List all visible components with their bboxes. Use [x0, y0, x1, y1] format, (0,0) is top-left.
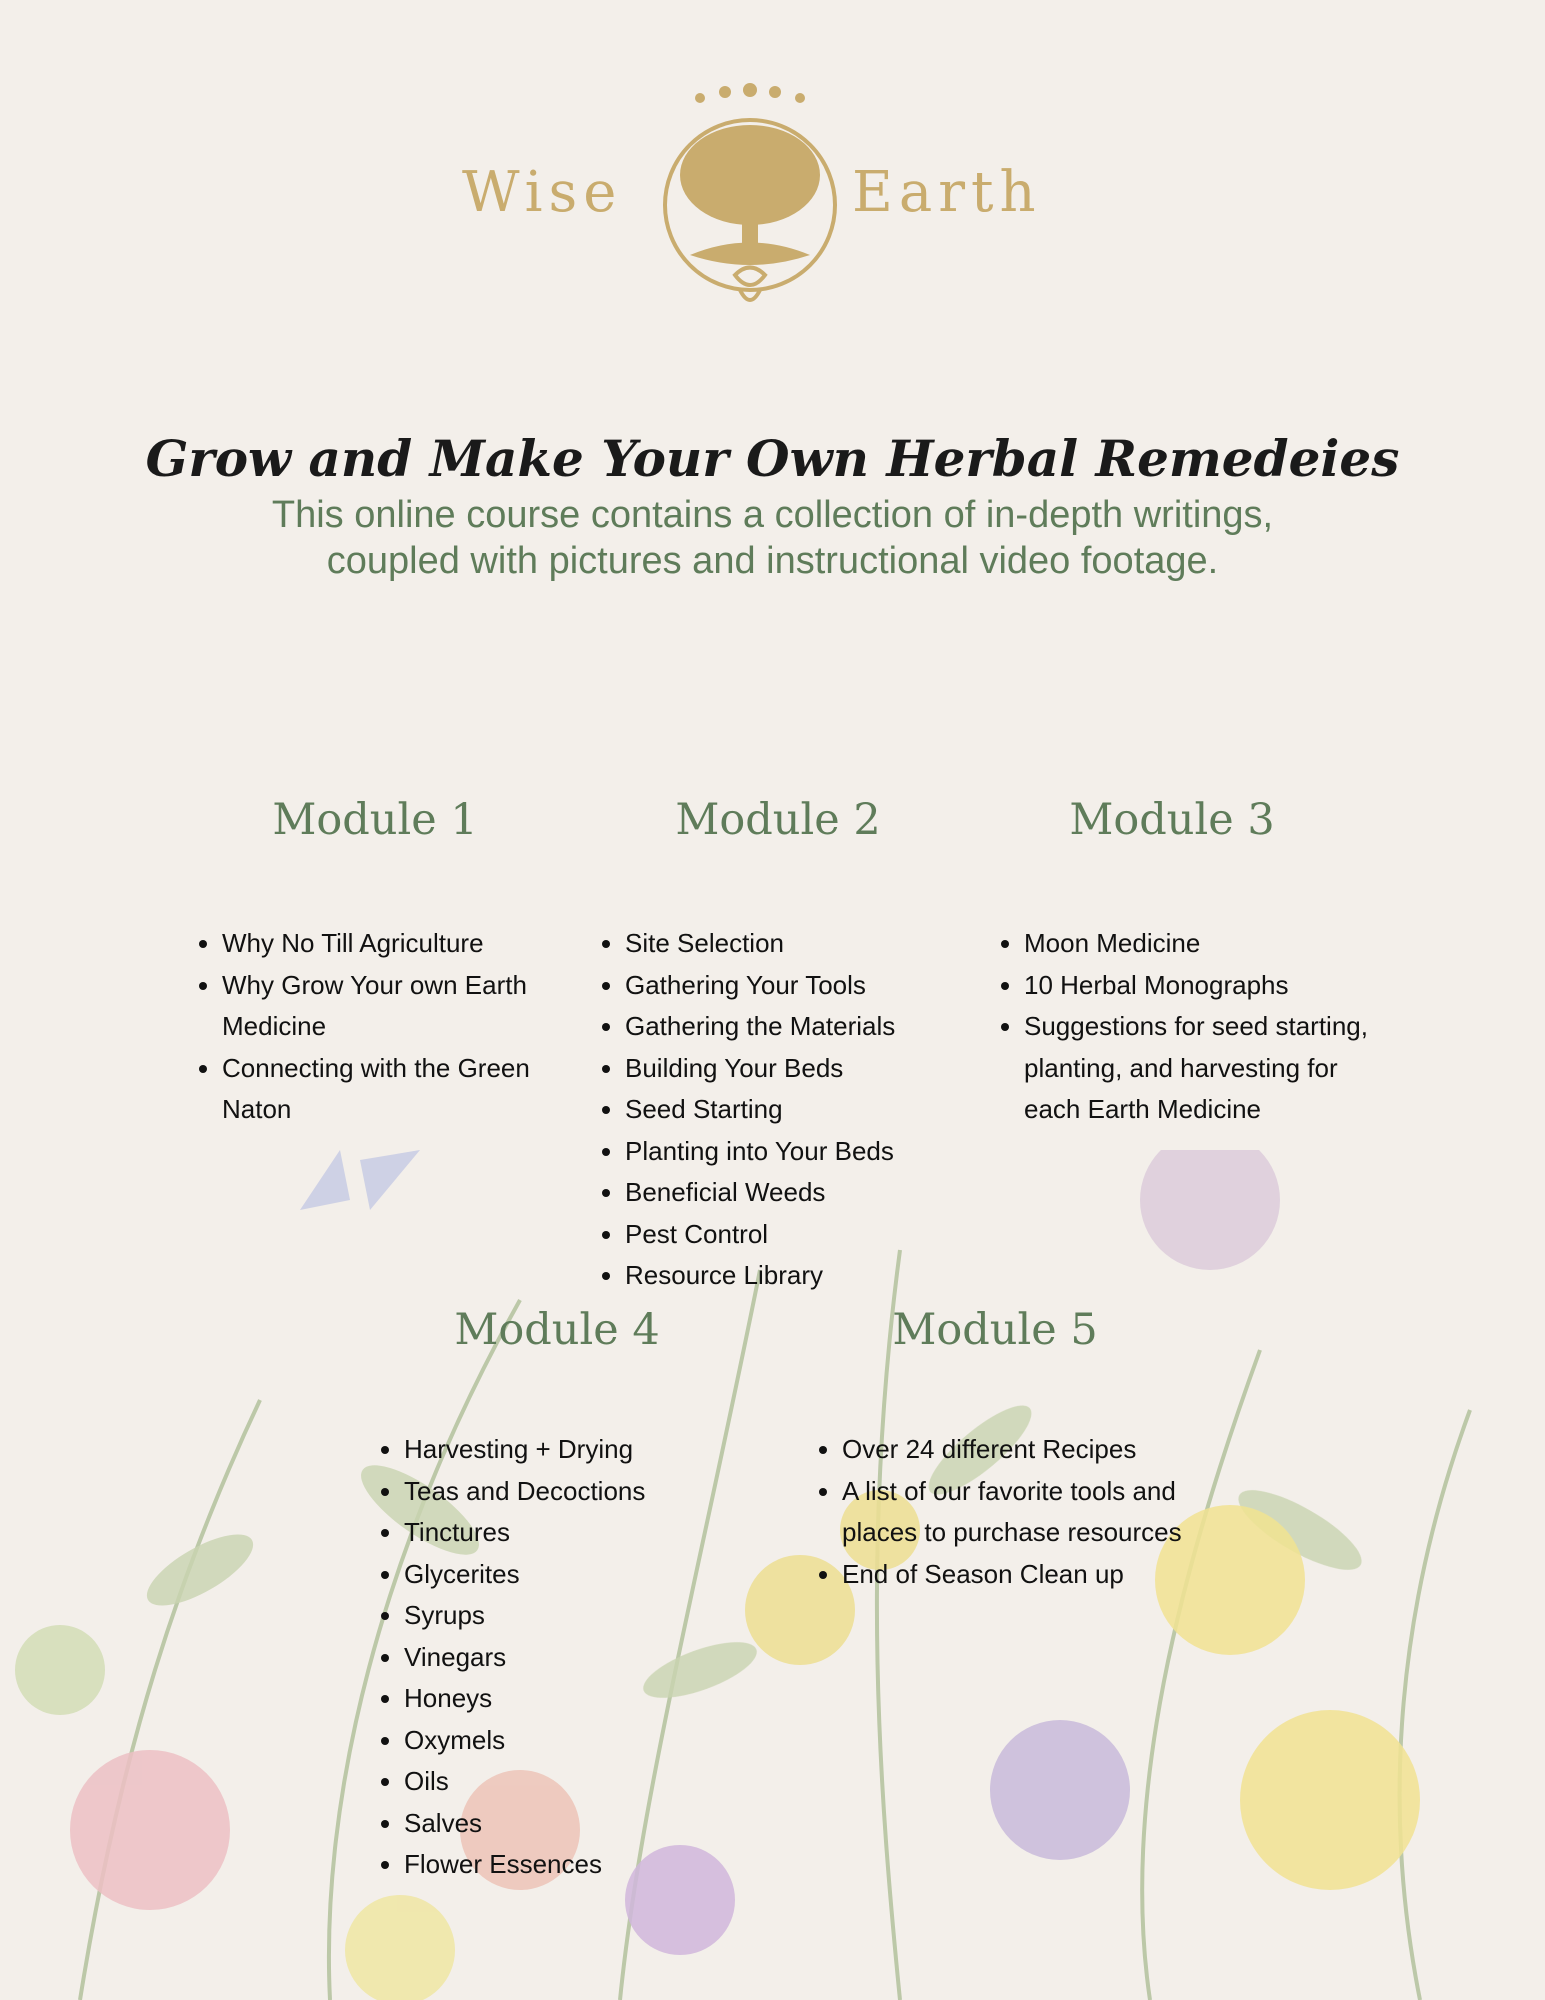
- brand-logo: [0, 40, 1545, 270]
- list-item: • Seed Starting: [625, 1089, 995, 1131]
- list-item: • Why No Till Agriculture: [222, 923, 592, 965]
- module-1: [190, 795, 560, 1124]
- list-item: • Site Selection: [625, 923, 995, 965]
- page-subtitle: [170, 492, 1375, 584]
- list-item: • Glycerites: [404, 1554, 774, 1596]
- module-2: [593, 795, 963, 1290]
- list-item: • Syrups: [404, 1595, 774, 1637]
- list-item: • Connecting with the Green Naton: [222, 1048, 592, 1131]
- list-item: • Harvesting + Drying: [404, 1429, 774, 1471]
- module-heading: Module 5: [892, 1305, 1098, 1355]
- list-item: • Over 24 different Recipes: [842, 1429, 1182, 1471]
- subtitle-line-1: This online course contains a collection of in-depth writings,: [271, 494, 1274, 536]
- module-heading: Module 2: [675, 795, 881, 845]
- page-title: Grow and Make Your Own Herbal Remedeies: [145, 428, 1400, 488]
- subtitle-line-2: coupled with pictures and instructional video footage.: [326, 540, 1219, 582]
- module-heading: Module 4: [454, 1305, 660, 1355]
- list-item: • End of Season Clean up: [842, 1554, 1182, 1596]
- list-item: • Suggestions for seed starting, planting, and harvesting for each Earth Medicine: [1024, 1006, 1384, 1131]
- tree-of-life-icon: [650, 80, 850, 310]
- module-5: [810, 1305, 1182, 1589]
- list-item: • Building Your Beds: [625, 1048, 995, 1090]
- list-item: • Gathering the Materials: [625, 1006, 995, 1048]
- module-heading: Module 1: [272, 795, 478, 845]
- logo-earth-text: Earth: [852, 160, 1042, 225]
- list-item: • Beneficial Weeds: [625, 1172, 995, 1214]
- list-item: • Pest Control: [625, 1214, 995, 1256]
- list-item: • Salves: [404, 1803, 774, 1845]
- list-item: • Why Grow Your own Earth Medicine: [222, 965, 592, 1048]
- module-list: [810, 1429, 1182, 1595]
- list-item: • Oxymels: [404, 1720, 774, 1762]
- list-item: • Planting into Your Beds: [625, 1131, 995, 1173]
- module-list: [190, 923, 592, 1131]
- list-item: • Oils: [404, 1761, 774, 1803]
- list-item: • 10 Herbal Monographs: [1024, 965, 1384, 1007]
- list-item: • Moon Medicine: [1024, 923, 1384, 965]
- list-item: • A list of our favorite tools and places to purchase resources: [842, 1471, 1182, 1554]
- module-list: [372, 1429, 774, 1886]
- list-item: • Honeys: [404, 1678, 774, 1720]
- list-item: • Gathering Your Tools: [625, 965, 995, 1007]
- module-4: [372, 1305, 742, 1879]
- logo-wise-text: Wise: [462, 160, 623, 225]
- module-list: [593, 923, 995, 1297]
- module-heading: Module 3: [1069, 795, 1275, 845]
- list-item: • Tinctures: [404, 1512, 774, 1554]
- list-item: • Vinegars: [404, 1637, 774, 1679]
- list-item: • Resource Library: [625, 1255, 995, 1297]
- list-item: • Flower Essences: [404, 1844, 774, 1886]
- module-3: [992, 795, 1368, 1124]
- list-item: • Teas and Decoctions: [404, 1471, 774, 1513]
- module-list: [992, 923, 1384, 1131]
